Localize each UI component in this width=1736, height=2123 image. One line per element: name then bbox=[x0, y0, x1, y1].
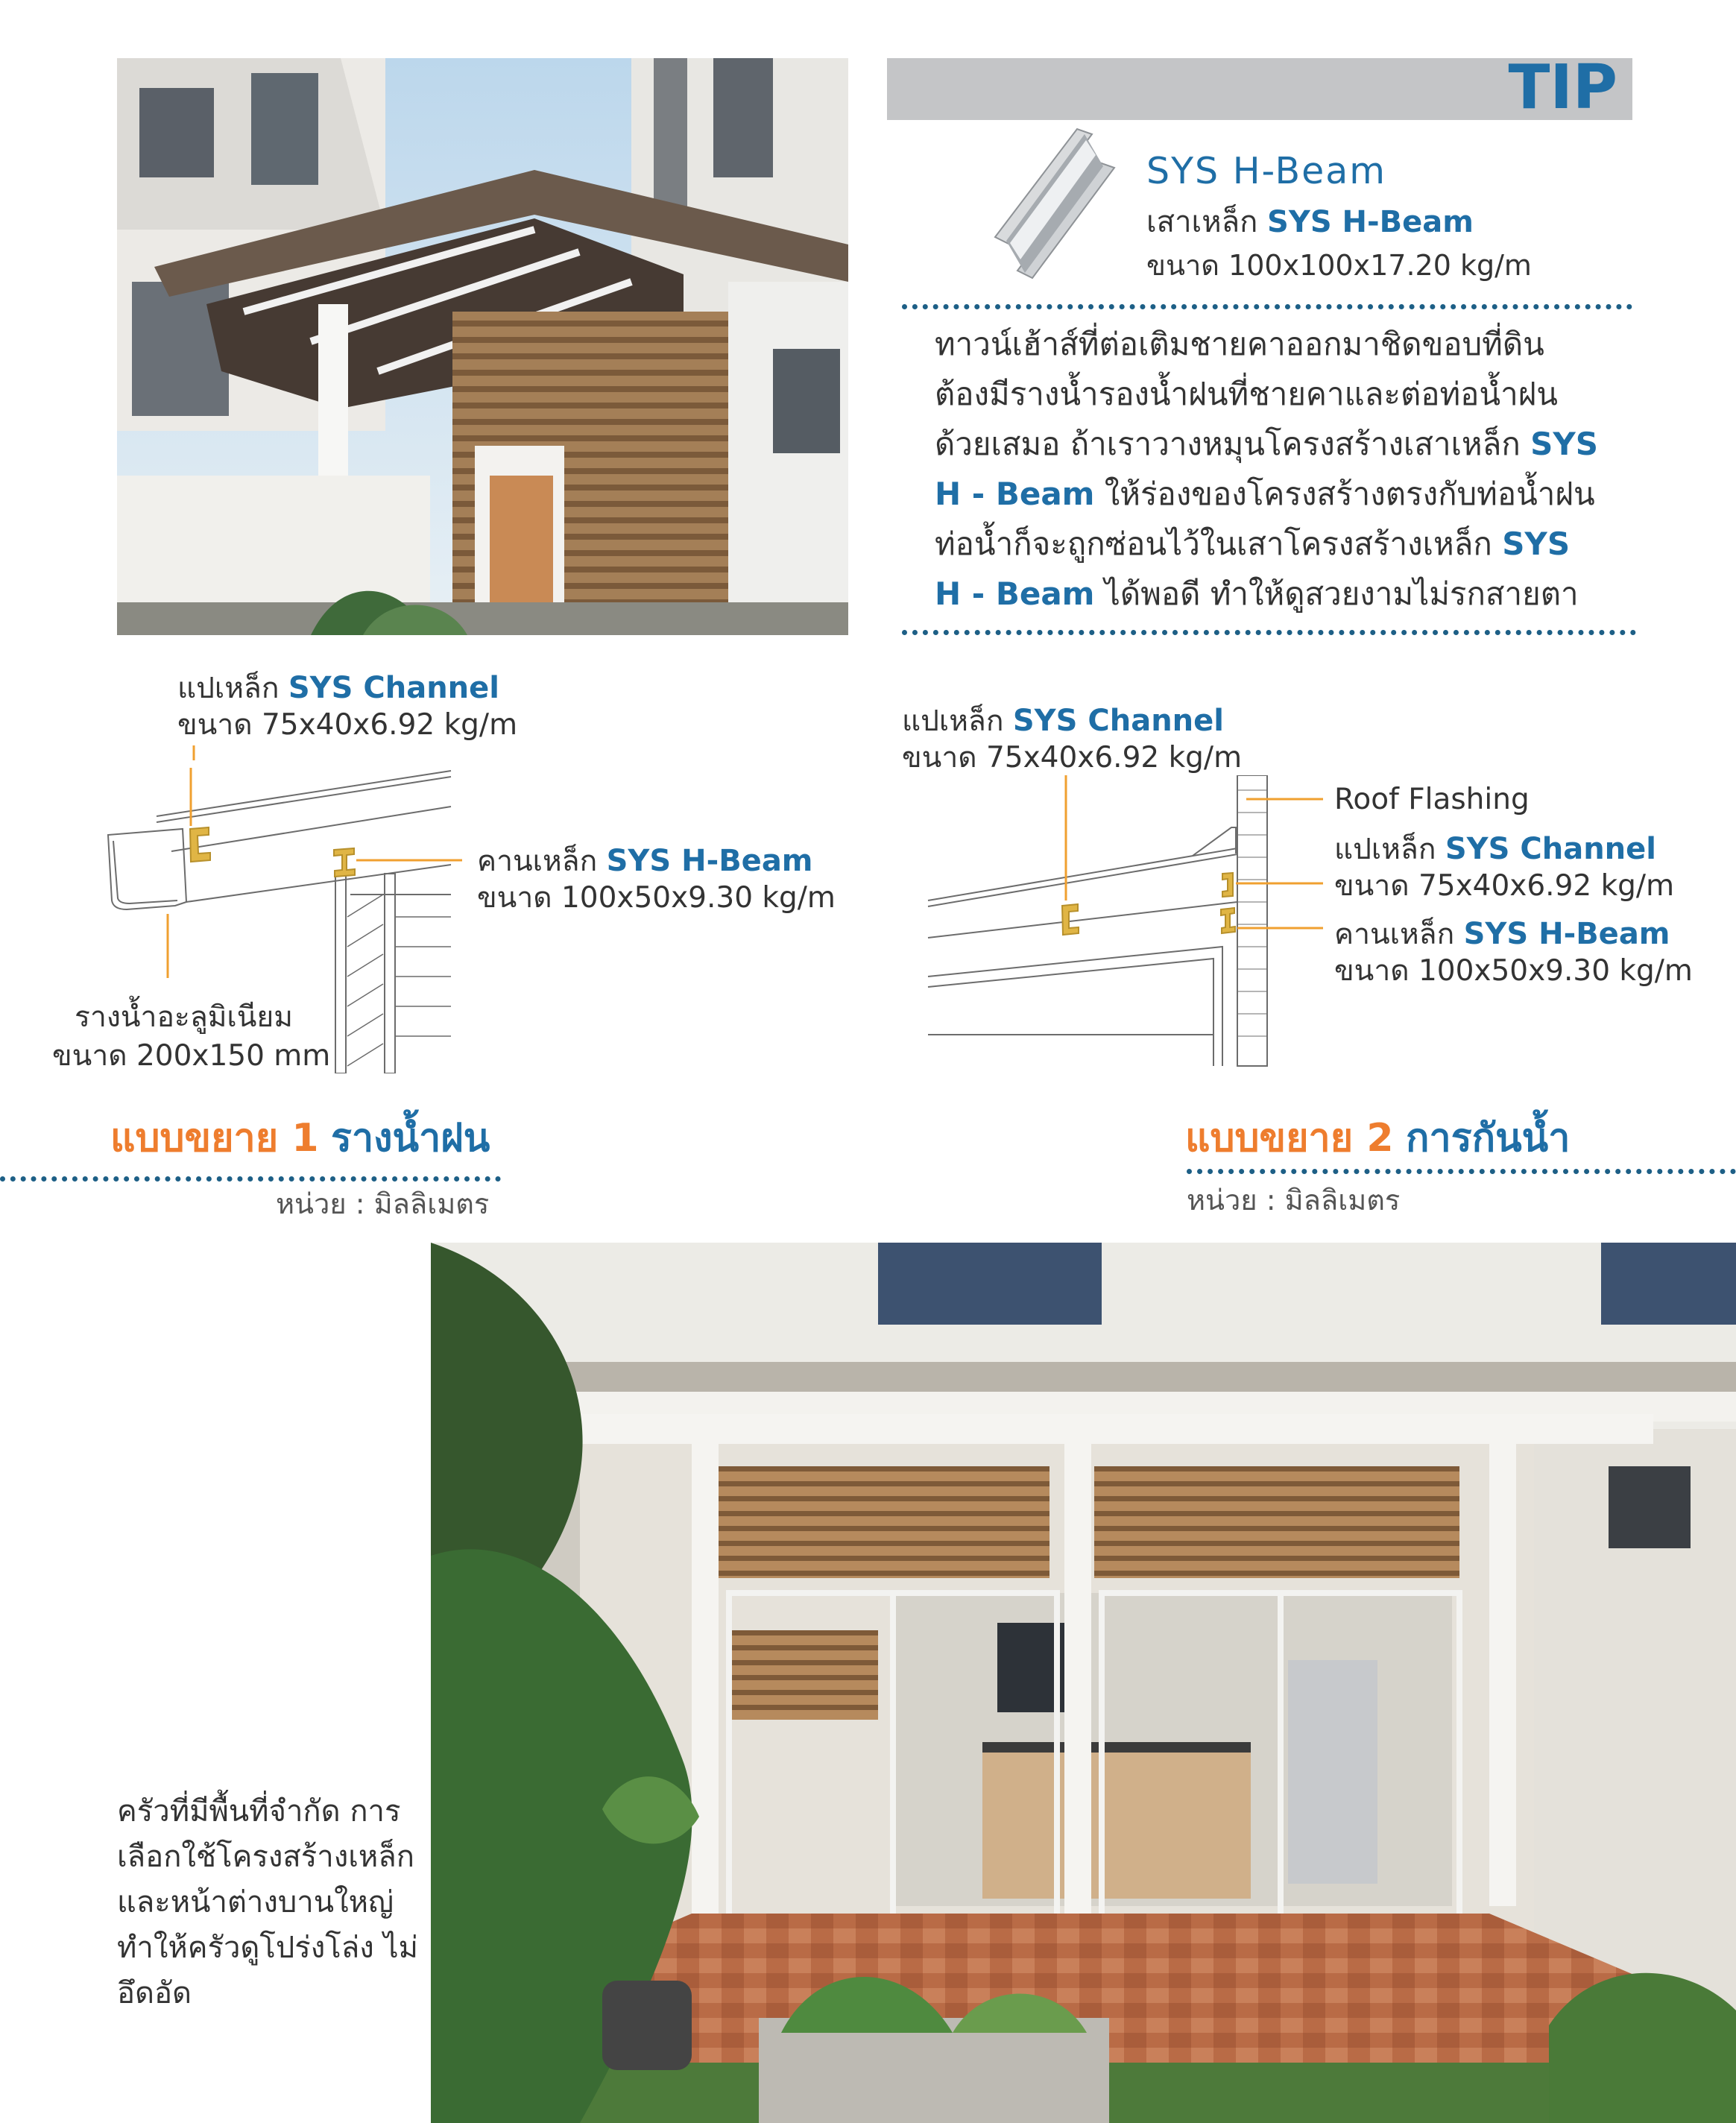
d1-channel-brand: SYS Channel bbox=[288, 671, 499, 705]
walkway-photo bbox=[117, 58, 848, 635]
d2-channel-brand: SYS Channel bbox=[1012, 704, 1224, 738]
caption bbox=[117, 1789, 430, 2016]
product-line2: ขนาด 100x100x17.20 kg/m bbox=[1146, 249, 1532, 282]
product-title: SYS H-Beam bbox=[1146, 150, 1387, 192]
tip-body-brand-4: H - Beam bbox=[935, 476, 1095, 512]
d1-beam-prefix: คานเหล็ก bbox=[477, 845, 598, 878]
tip-dots-bottom bbox=[902, 630, 1636, 635]
d2-beam-prefix: คานเหล็ก bbox=[1334, 918, 1455, 951]
d2-channel2-size: ขนาด 75x40x6.92 kg/m bbox=[1334, 869, 1675, 903]
detail2-drawing bbox=[924, 775, 1342, 1073]
d2-dots bbox=[1187, 1169, 1736, 1174]
tip-body-brand-3: SYS bbox=[1530, 426, 1599, 462]
d1-beam-size: ขนาด 100x50x9.30 kg/m bbox=[477, 881, 836, 915]
d1-beam-line1 bbox=[477, 842, 812, 880]
d1-unit: หน่วย : มิลลิเมตร bbox=[276, 1187, 490, 1220]
tip-body-line-4 bbox=[935, 469, 1613, 519]
d1-title-suffix: รางน้ำฝน bbox=[331, 1116, 490, 1161]
d2-channel-line1 bbox=[902, 702, 1224, 740]
caption-line-1: ครัวที่มีพื้นที่จำกัด การ bbox=[117, 1794, 401, 1829]
d1-beam-brand: SYS H-Beam bbox=[606, 844, 813, 878]
product-line1-prefix: เสาเหล็ก bbox=[1146, 205, 1258, 239]
d2-channel-prefix: แปเหล็ก bbox=[902, 704, 1004, 738]
tip-body-line-3 bbox=[935, 419, 1613, 469]
d2-beam-brand: SYS H-Beam bbox=[1463, 917, 1670, 951]
d2-title-prefix: แบบขยาย 2 bbox=[1185, 1116, 1394, 1161]
tip-body-line-2 bbox=[935, 369, 1613, 419]
caption-line-2: เลือกใช้โครงสร้างเหล็ก bbox=[117, 1840, 415, 1874]
d1-channel-size: ขนาด 75x40x6.92 kg/m bbox=[177, 708, 518, 742]
d2-title bbox=[1185, 1114, 1570, 1162]
d1-channel-line1 bbox=[177, 669, 499, 707]
d2-unit: หน่วย : มิลลิเมตร bbox=[1187, 1184, 1401, 1217]
d2-channel2-line1 bbox=[1334, 830, 1656, 868]
d1-title-prefix: แบบขยาย 1 bbox=[110, 1116, 319, 1161]
d1-channel-prefix: แปเหล็ก bbox=[177, 672, 280, 705]
d2-channel-size: ขนาด 75x40x6.92 kg/m bbox=[902, 741, 1243, 775]
tip-header: TIP bbox=[1508, 52, 1617, 123]
tip-body-text-1: ทาวน์เฮ้าส์ที่ต่อเติมชายคาออกมาชิดขอบที่ดิน bbox=[935, 326, 1544, 362]
d1-gutter-line2: ขนาด 200x150 mm bbox=[52, 1039, 331, 1073]
product-line1-brand: SYS H-Beam bbox=[1267, 205, 1474, 239]
tip-body-text-3: ด้วยเสมอ ถ้าเราวางหมุนโครงสร้างเสาเหล็ก bbox=[935, 426, 1521, 462]
d2-channel2-prefix: แปเหล็ก bbox=[1334, 833, 1436, 866]
d2-channel2-brand: SYS Channel bbox=[1445, 832, 1656, 866]
tip-body-text-4: ให้ร่องของโครงสร้างตรงกับท่อน้ำฝน bbox=[1104, 476, 1595, 512]
caption-line-3: และหน้าต่างบานใหญ่ bbox=[117, 1885, 394, 1919]
caption-line-5: อึดอัด bbox=[117, 1976, 192, 2010]
d2-beam-size: ขนาด 100x50x9.30 kg/m bbox=[1334, 954, 1693, 988]
kitchen-photo bbox=[431, 1243, 1736, 2123]
tip-body-line-5 bbox=[935, 519, 1613, 569]
tip-body-brand-6: H - Beam bbox=[935, 575, 1095, 612]
d2-flashing: Roof Flashing bbox=[1334, 783, 1530, 816]
tip-body-line-1 bbox=[935, 319, 1613, 369]
tip-body-text-5: ท่อน้ำก็จะถูกซ่อนไว้ในเสาโครงสร้างเหล็ก bbox=[935, 526, 1492, 562]
tip-body-brand-5: SYS bbox=[1502, 526, 1571, 562]
tip-body-line-6 bbox=[935, 569, 1613, 619]
tip-dots-top bbox=[902, 304, 1632, 309]
product-line1 bbox=[1146, 201, 1474, 243]
d2-beam-line1 bbox=[1334, 915, 1670, 953]
d2-title-suffix: การกันน้ำ bbox=[1406, 1116, 1571, 1161]
h-beam-icon bbox=[973, 125, 1122, 282]
tip-body bbox=[935, 319, 1613, 619]
tip-body-text-6: ได้พอดี ทำให้ดูสวยงามไม่รกสายตา bbox=[1104, 575, 1579, 612]
d1-title bbox=[110, 1114, 490, 1162]
d1-dots bbox=[0, 1176, 501, 1182]
d1-gutter-line1: รางน้ำอะลูมิเนียม bbox=[75, 1000, 293, 1034]
tip-body-text-2: ต้องมีรางน้ำรองน้ำฝนที่ชายคาและต่อท่อน้ำฝน bbox=[935, 376, 1559, 412]
caption-line-4: ทำให้ครัวดูโปร่งโล่ง ไม่ bbox=[117, 1931, 419, 1965]
